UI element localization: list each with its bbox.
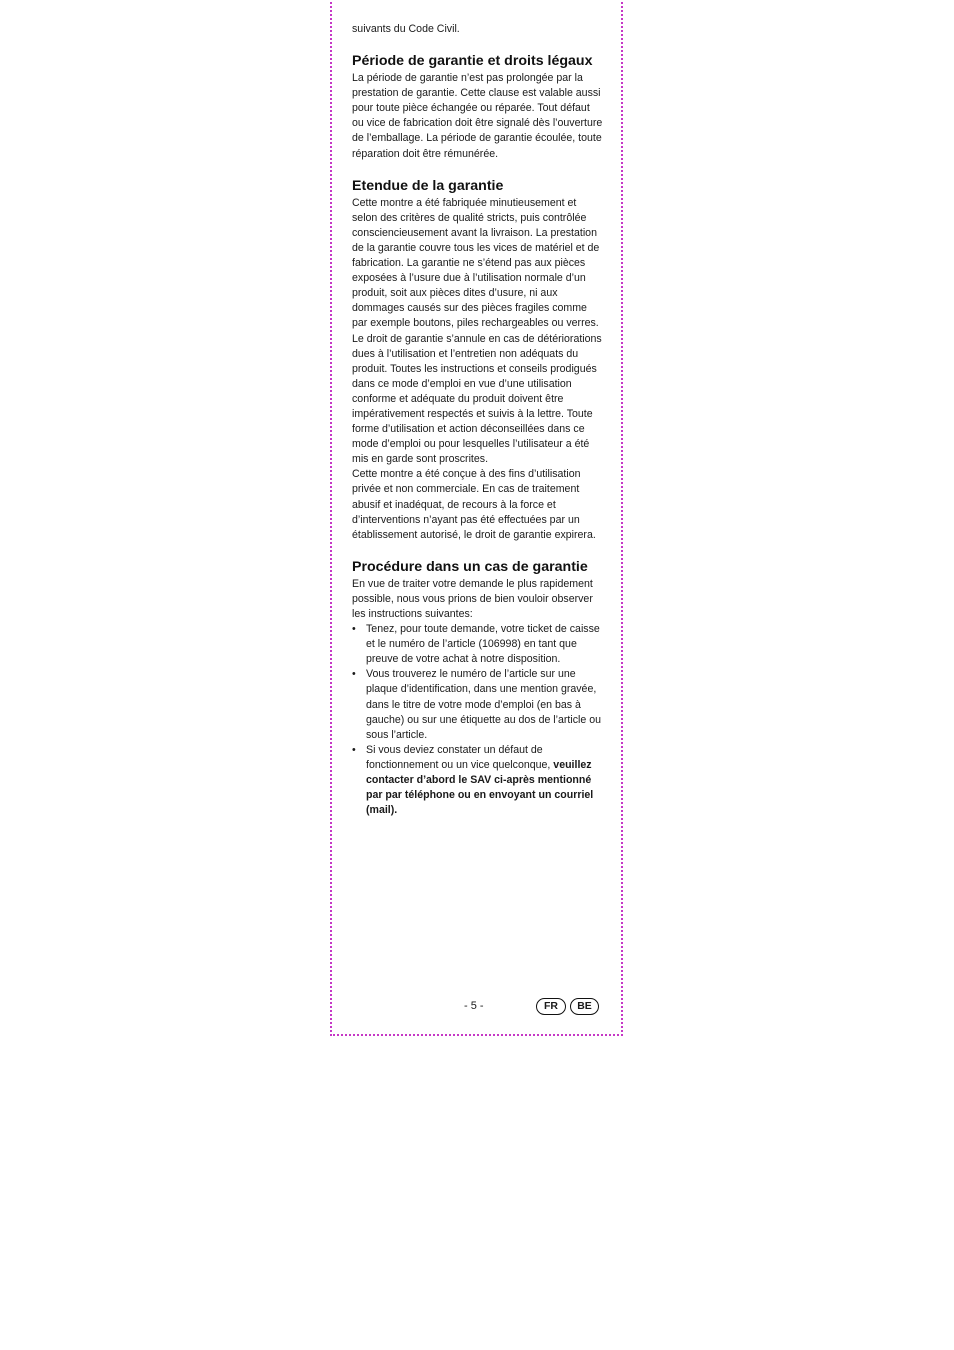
list-item-bold-text: veuillez contacter d’abord le SAV ci-après mentionné par par téléphone ou en envoyant un courriel (mail).: [366, 758, 594, 817]
bullet-icon: •: [352, 623, 356, 636]
etendue-paragraph-2: Le droit de garantie s’annule en cas de détériorations dues à l’utilisation et l’entretien non adéquats du produit. Toutes les instructions et conseils prodigués dans ce mode d’emploi en vue d’une utilisation conforme et adéquate du produit doivent être impérativement respectés et suivis à la lettre. Toute forme d’utilisation et action déconseillées dans ce mode d’emploi ou pour lesquelles l’utilisateur a été mis en garde sont proscrites.: [352, 332, 602, 466]
etendue-paragraph-1: Cette montre a été fabriquée minutieusement et selon des critères de qualité stricts, puis contrôlée consciencieusement avant la livraison. La prestation de la garantie couvre tous les vices de matériel et de fabrication. La garantie ne s’étend pas aux pièces exposées à l’usure due à l’utilisation normale d’un produit, soit aux pièces dites d’usure, ni aux dommages causés sur des pièces fragiles comme par exemple boutons, piles rechargeables ou verres.: [352, 196, 600, 330]
list-item: [352, 622, 604, 667]
list-item: [352, 667, 604, 742]
section-title-periode: Période de garantie et droits légaux: [352, 53, 593, 70]
section-title-procedure: Procédure dans un cas de garantie: [352, 558, 588, 575]
page-number: - 5 -: [464, 1000, 484, 1012]
page-footer: [352, 997, 604, 1017]
section-body-periode: La période de garantie n’est pas prolongée par la prestation de garantie. Cette clause est valable aussi pour toute pièce échangée ou réparée. Tout défaut ou vice de fabrication doit être signalé dès l’ouverture de l’emballage. La période de garantie écoulée, toute réparation doit être rémunérée.: [352, 72, 603, 160]
list-item-text: Si vous deviez constater un défaut de fonctionnement ou un vice quelconque,: [366, 743, 554, 771]
list-item: [352, 743, 604, 818]
intro-line: suivants du Code Civil.: [352, 23, 460, 35]
list-item-text: Vous trouverez le numéro de l’article sur une plaque d’identification, dans une mention gravée, dans le titre de votre mode d’emploi (en bas à gauche) ou sur une étiquette au dos de l’article ou sous l’article.: [366, 668, 601, 741]
procedure-intro: En vue de traiter votre demande le plus rapidement possible, nous vous prions de bien vouloir observer les instructions suivantes:: [352, 577, 593, 620]
list-item-text: Tenez, pour toute demande, votre ticket de caisse et le numéro de l’article (106998) en tant que preuve de votre achat à notre disposition.: [366, 623, 600, 666]
document-content: [352, 22, 604, 818]
country-badge-be: BE: [570, 998, 599, 1015]
country-badge-fr: FR: [536, 998, 566, 1015]
bullet-icon: •: [352, 743, 356, 756]
procedure-list: [352, 622, 604, 818]
bullet-icon: •: [352, 668, 356, 681]
section-title-etendue: Etendue de la garantie: [352, 177, 504, 194]
etendue-paragraph-3: Cette montre a été conçue à des fins d’utilisation privée et non commerciale. En cas de traitement abusif et inadéquat, de recours à la force et d’interventions n’ayant pas été effectuées par un établissement autorisé, le droit de garantie expirera.: [352, 468, 596, 541]
